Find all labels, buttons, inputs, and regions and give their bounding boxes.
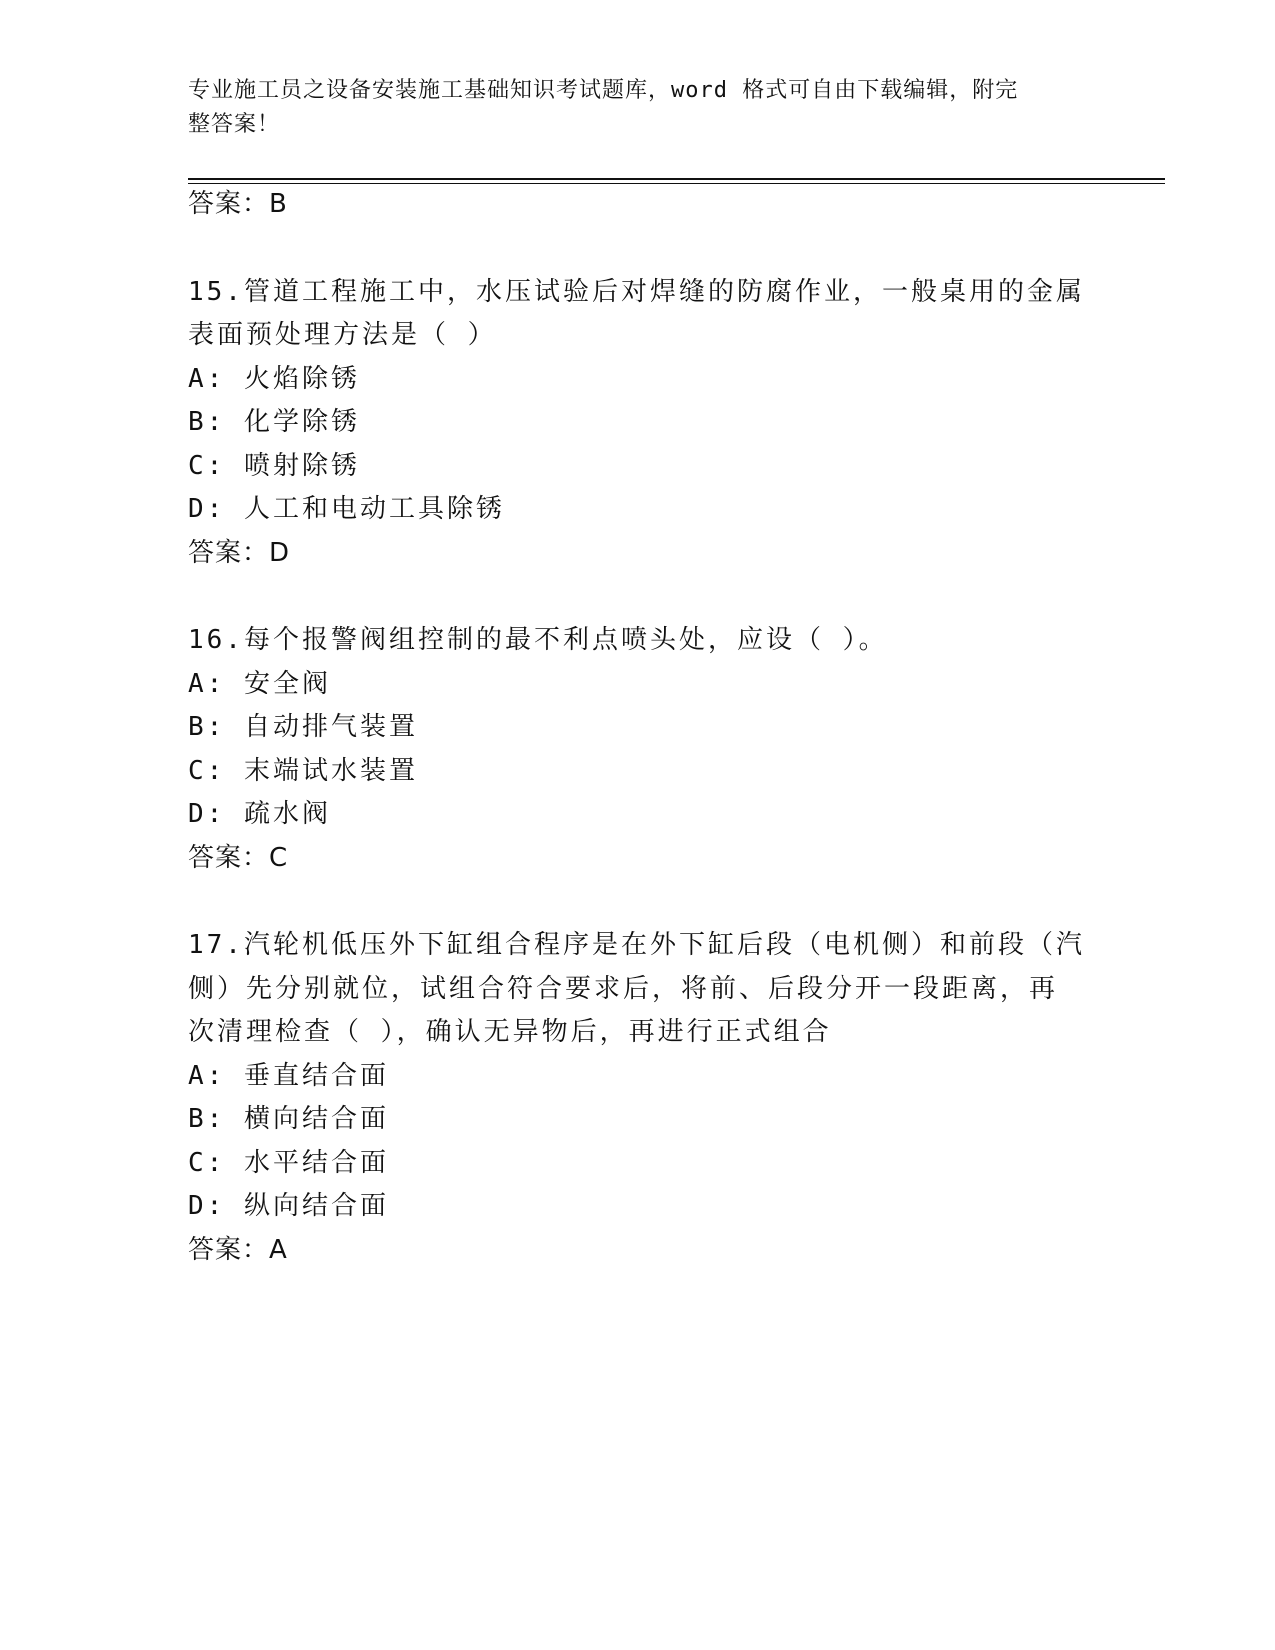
question-15-option-a: A: 火焰除锈 xyxy=(188,364,360,394)
header-divider-thick xyxy=(188,178,1165,180)
question-15-option-d: D: 人工和电动工具除锈 xyxy=(188,494,505,524)
question-17-stem-line-3: 次清理检查（ ），确认无异物后，再进行正式组合 xyxy=(188,1017,832,1047)
question-17-option-b: B: 横向结合面 xyxy=(188,1104,389,1134)
document-header xyxy=(188,74,1068,142)
question-16-option-c: C: 末端试水装置 xyxy=(188,756,418,786)
question-17-option-c: C: 水平结合面 xyxy=(188,1148,389,1178)
question-17-stem-line-1: 17.汽轮机低压外下缸组合程序是在外下缸后段（电机侧）和前段（汽 xyxy=(188,930,1085,960)
header-title-line-1: 专业施工员之设备安装施工基础知识考试题库，word 格式可自由下载编辑，附完 xyxy=(188,78,1019,103)
question-16-option-d: D: 疏水阀 xyxy=(188,799,331,829)
question-15-stem-line-1: 15.管道工程施工中，水压试验后对焊缝的防腐作业，一般桌用的金属 xyxy=(188,277,1085,307)
question-15-option-c: C: 喷射除锈 xyxy=(188,451,360,481)
answer-q15: 答案：D xyxy=(188,538,291,568)
header-title-line-2: 整答案！ xyxy=(188,112,281,137)
answer-q16: 答案：C xyxy=(188,843,289,873)
answer-q14: 答案：B xyxy=(188,189,288,219)
answer-q17: 答案：A xyxy=(188,1235,288,1265)
question-16-option-a: A: 安全阀 xyxy=(188,669,331,699)
question-17-option-d: D: 纵向结合面 xyxy=(188,1191,389,1221)
question-17-stem-line-2: 侧）先分别就位，试组合符合要求后，将前、后段分开一段距离，再 xyxy=(188,974,1059,1004)
question-15-option-b: B: 化学除锈 xyxy=(188,407,360,437)
question-16-stem-line-1: 16.每个报警阀组控制的最不利点喷头处，应设（ ）。 xyxy=(188,625,888,655)
header-divider-thin xyxy=(188,183,1165,184)
question-16-option-b: B: 自动排气装置 xyxy=(188,712,418,742)
question-17-option-a: A: 垂直结合面 xyxy=(188,1061,389,1091)
question-15-stem-line-2: 表面预处理方法是（ ） xyxy=(188,320,497,350)
